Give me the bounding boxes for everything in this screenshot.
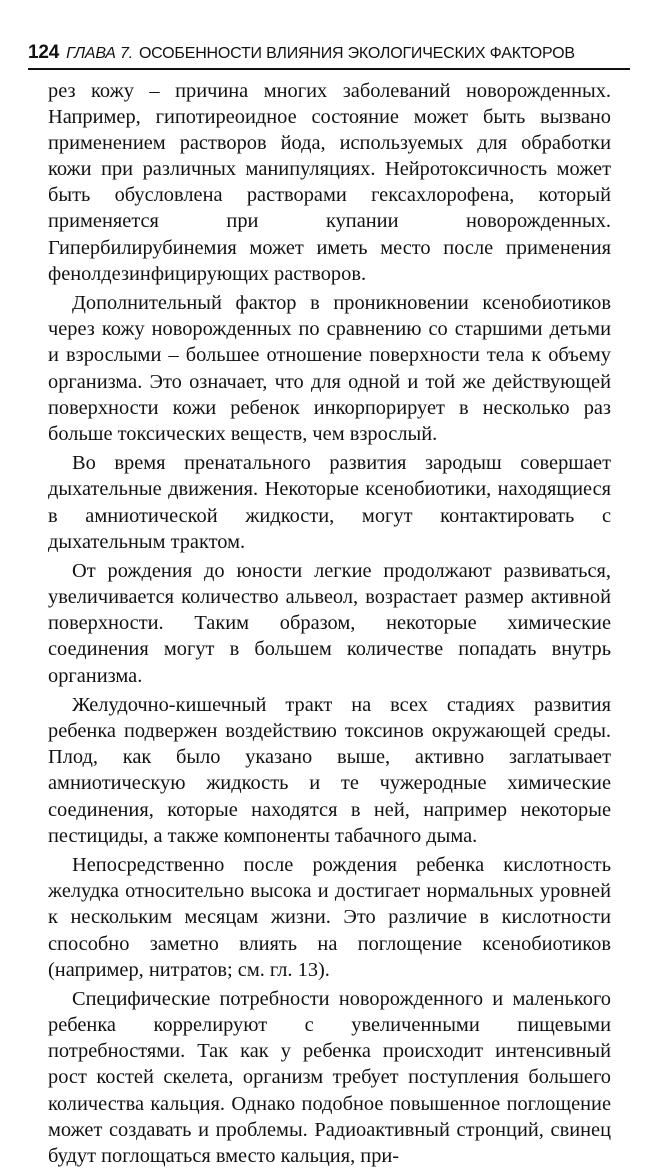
paragraph: Во время пренатального развития зародыш совершает дыхательные движения. Некоторые ксенобиотики, находящиеся в амниотической жидкости, могут контактировать с дыхательным трактом. <box>48 452 611 553</box>
page-number: 124 <box>28 42 60 63</box>
paragraph: От рождения до юности легкие продолжают развиваться, увеличивается количество альвеол, возрастает размер активной поверхности. Таким образом, некоторые химические соединения могут в большем количестве попадать внутрь организма. <box>48 560 611 687</box>
body-text <box>48 78 611 1172</box>
paragraph: Специфические потребности новорожденного и маленького ребенка коррелируют с увеличенными пищевыми потребностями. Так как у ребенка происходит интенсивный рост костей скелета, организм требует поступления большего количества кальция. Однако подобное повышенное поглощение может создавать и проблемы. Радиоактивный стронций, свинец будут поглощаться вместо кальция, при- <box>48 988 611 1167</box>
header-rule <box>28 68 630 70</box>
paragraph: Дополнительный фактор в проникновении ксенобиотиков через кожу новорожденных по сравнению со старшими детьми и взрослыми – большее отношение поверхности тела к объему организма. Это означает, что для одной и той же действующей поверхности кожи ребенок инкорпорирует в несколько раз больше токсических веществ, чем взрослый. <box>48 292 611 445</box>
paragraph: Желудочно-кишечный тракт на всех стадиях развития ребенка подвержен воздействию токсинов окружающей среды. Плод, как было указано выше, активно заглатывает амниотическую жидкость и те чужеродные химические соединения, которые находятся в ней, например некоторые пестициды, а также компоненты табачного дыма. <box>48 694 611 847</box>
paragraph: Непосредственно после рождения ребенка кислотность желудка относительно высока и достигает нормальных уровней к нескольким месяцам жизни. Это различие в кислотности способно заметно влиять на поглощение ксенобиотиков (например, нитратов; см. гл. 13). <box>48 854 611 981</box>
chapter-label: ГЛАВА 7. <box>66 45 133 62</box>
running-head <box>28 42 630 64</box>
paragraph-continued: рез кожу – причина многих заболеваний новорожденных. Например, гипотиреоидное состояние может быть вызвано применением растворов йода, используемых для обработки кожи при различных манипуляциях. Нейротоксичность может быть обусловлена растворами гексахлорофена, который применяется при купании новорожденных. Гипербилирубинемия может иметь место после применения фенолдезинфицирующих растворов. <box>48 80 611 285</box>
chapter-title: ОСОБЕННОСТИ ВЛИЯНИЯ ЭКОЛОГИЧЕСКИХ ФАКТОРОВ <box>138 45 575 62</box>
